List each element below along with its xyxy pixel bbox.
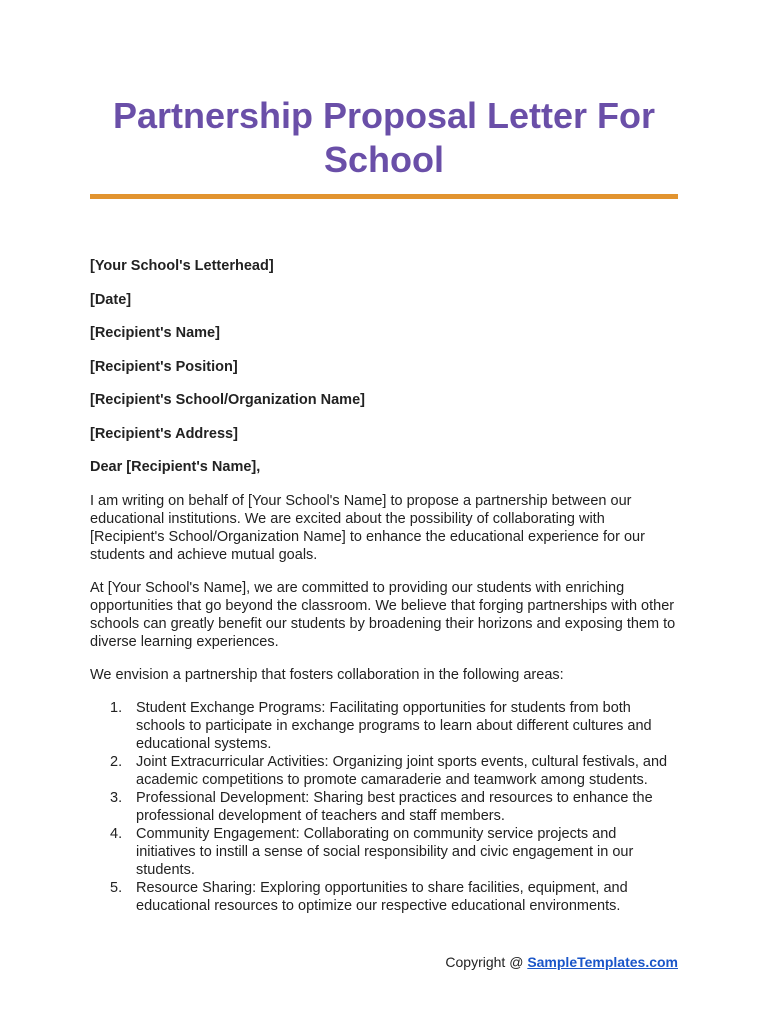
field-letterhead: [Your School's Letterhead] [90,258,274,274]
field-recipient-organization: [Recipient's School/Organization Name] [90,392,365,408]
list-item-text: Community Engagement: Collaborating on community service projects and initiatives to instill a sense of social responsibility and civic engagement in our students. [136,825,634,878]
copyright-footer [445,953,678,971]
field-recipient-position: [Recipient's Position] [90,358,238,375]
field-date: [Date] [90,291,132,308]
letter-body [90,492,678,915]
list-item-text: Professional Development: Sharing best practices and resources to enhance the professional development of teachers and staff members. [136,789,653,824]
page-title: Partnership Proposal Letter For School [112,95,656,180]
list-item [90,789,678,825]
list-item-number: 4. [110,825,123,842]
list-item-text: Student Exchange Programs: Facilitating opportunities for students from both schools to participate in exchange programs to learn about different cultures and educational systems. [136,699,652,752]
paragraph-commitment: At [Your School's Name], we are committed to providing our students with enriching opportunities that go beyond the classroom. We believe that forging partnerships with other schools can greatly benefit our students by broadening their horizons and exposing them to diverse learning experiences. [90,579,676,650]
salutation: Dear [Recipient's Name], [90,459,261,475]
title-divider [90,194,678,199]
list-item-number: 3. [110,789,123,806]
document-page [90,90,678,915]
paragraph-intro: I am writing on behalf of [Your School's Name] to propose a partnership between our educational institutions. We are excited about the possibility of collaborating with [Recipient's School/Organization Name] to enhance the educational experience for our students and achieve mutual goals. [90,492,645,563]
list-item [90,879,678,915]
field-recipient-address: [Recipient's Address] [90,425,238,442]
list-item-number: 2. [110,753,123,770]
list-item [90,699,678,753]
list-item-text: Resource Sharing: Exploring opportunities to share facilities, equipment, and educational resources to optimize our respective educational environments. [136,879,628,914]
list-item-number: 5. [110,879,123,896]
list-item [90,753,678,789]
field-recipient-name: [Recipient's Name] [90,325,220,341]
copyright-prefix: Copyright @ [445,954,528,970]
list-item [90,825,678,879]
sampletemplates-link[interactable]: SampleTemplates.com [527,954,678,970]
list-item-text: Joint Extracurricular Activities: Organizing joint sports events, cultural festivals, and academic competitions to promote camaraderie and teamwork among students. [136,753,668,788]
partnership-areas-list [90,699,678,915]
paragraph-areas-intro: We envision a partnership that fosters collaboration in the following areas: [90,666,564,683]
list-item-number: 1. [110,699,123,716]
letter-header-fields [90,257,678,476]
